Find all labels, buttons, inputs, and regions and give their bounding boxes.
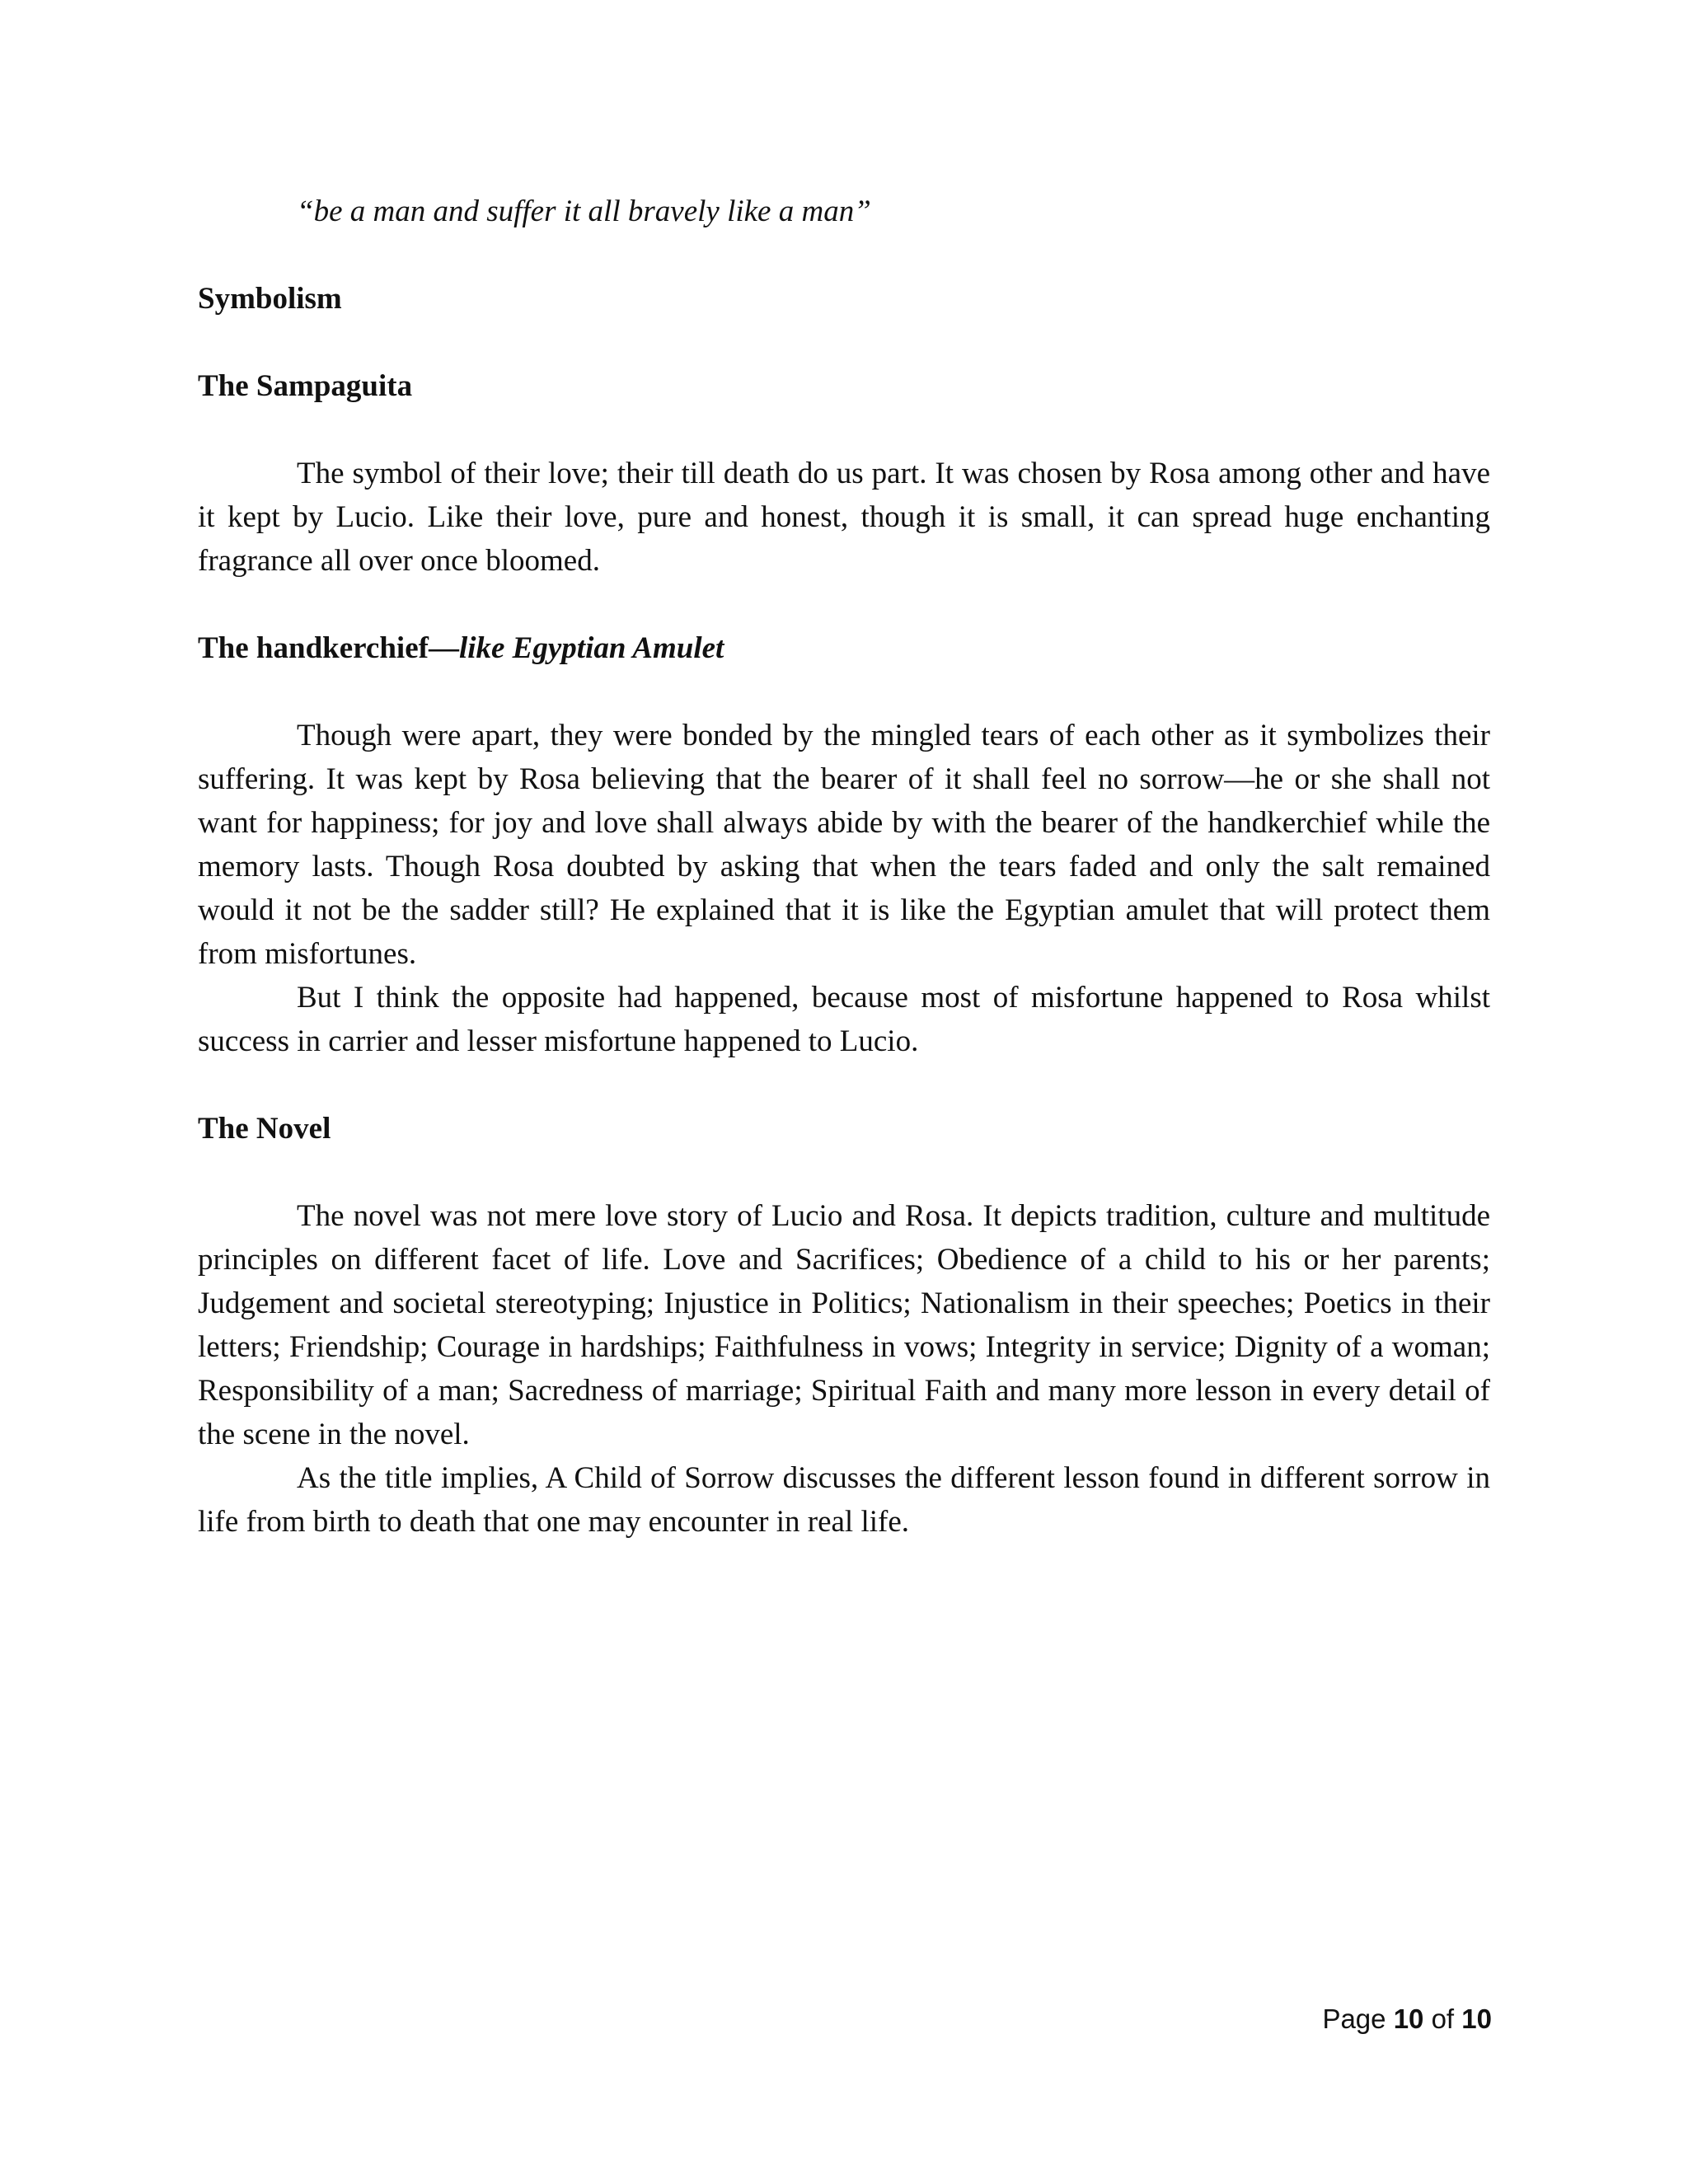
subheading-handkerchief bbox=[198, 626, 1490, 670]
handkerchief-paragraph-2: But I think the opposite had happened, because most of misfortune happened to Rosa whilst success in carrier and lesser misfortune happened to Lucio. bbox=[198, 981, 1490, 1058]
current-page-number: 10 bbox=[1393, 2004, 1424, 2034]
sampaguita-paragraph: The symbol of their love; their till death do us part. It was chosen by Rosa among other and have it kept by Lucio. Like their love, pure and honest, though it is small, it can spread huge enchanting fragrance all over once bloomed. bbox=[198, 457, 1490, 578]
of-label: of bbox=[1431, 2004, 1455, 2034]
subheading-novel: The Novel bbox=[198, 1112, 331, 1146]
novel-paragraph-2: As the title implies, A Child of Sorrow discusses the different lesson found in different sorrow in life from birth to death that one may encounter in real life. bbox=[198, 1461, 1490, 1539]
novel-paragraph-1: The novel was not mere love story of Lucio and Rosa. It depicts tradition, culture and multitude principles on different facet of life. Love and Sacrifices; Obedience of a child to his or her parents; Judgement and societal stereotyping; Injustice in Politics; Nationalism in their speeches; Poetics in their letters; Friendship; Courage in hardships; Faithfulness in vows; Integrity in service; Dignity of a woman; Responsibility of a man; Sacredness of marriage; Spiritual Faith and many more lesson in every detail of the scene in the novel. bbox=[198, 1199, 1490, 1451]
document-body bbox=[198, 190, 1490, 1544]
opening-quote: “be a man and suffer it all bravely like a man” bbox=[297, 194, 871, 228]
page-label: Page bbox=[1322, 2004, 1386, 2034]
handkerchief-paragraph-1: Though were apart, they were bonded by the mingled tears of each other as it symbolizes their suffering. It was kept by Rosa believing that the bearer of it shall feel no sorrow—he or she shall not want for happiness; for joy and love shall always abide by with the bearer of the handkerchief while the memory lasts. Though Rosa doubted by asking that when the tears faded and only the salt remained would it not be the sadder still? He explained that it is like the Egyptian amulet that will protect them from misfortunes. bbox=[198, 719, 1490, 971]
handkerchief-heading-italic: like Egyptian Amulet bbox=[458, 631, 724, 665]
subheading-sampaguita: The Sampaguita bbox=[198, 369, 413, 403]
handkerchief-heading-main: The handkerchief— bbox=[198, 631, 459, 665]
total-pages-number: 10 bbox=[1461, 2004, 1492, 2034]
page-number-footer bbox=[1322, 2003, 1492, 2036]
section-heading-symbolism: Symbolism bbox=[198, 282, 342, 316]
